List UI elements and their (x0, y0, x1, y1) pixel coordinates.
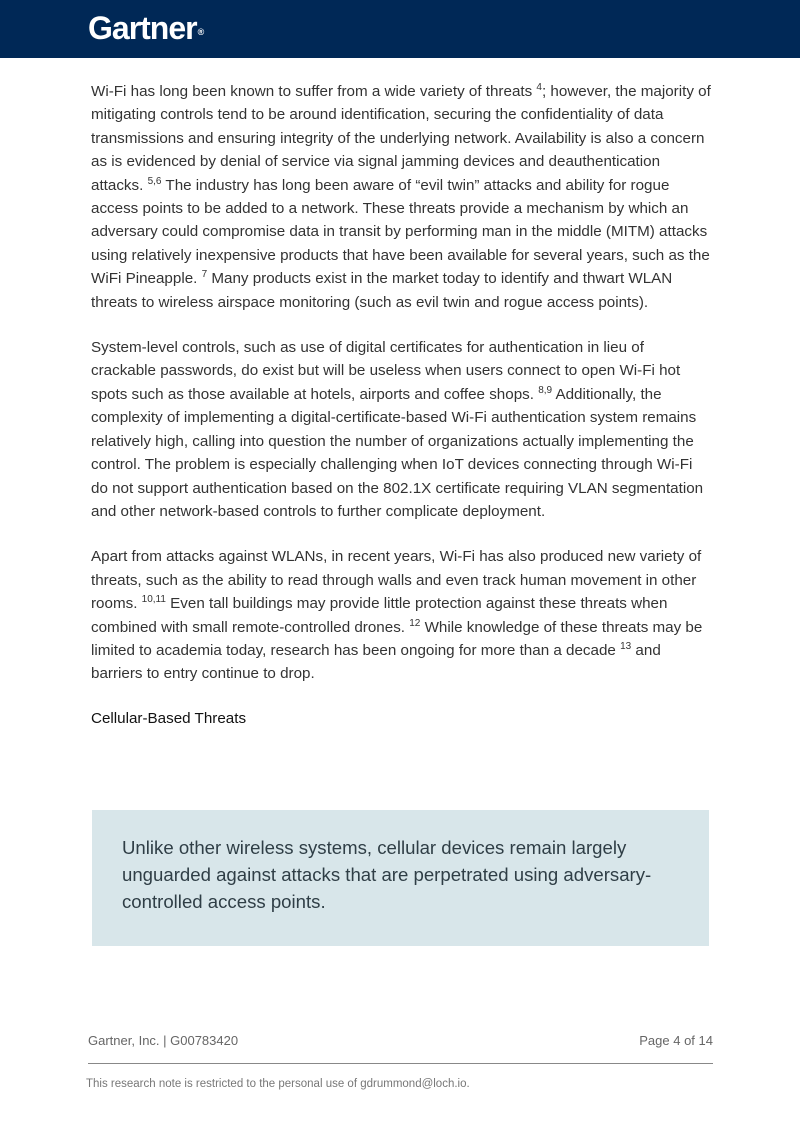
footnote-ref[interactable]: 10,11 (141, 594, 166, 606)
footnote-ref[interactable]: 12 (409, 617, 421, 629)
section-heading: Cellular-Based Threats (91, 709, 247, 727)
paragraph-text: System-level controls, such as use of digital certificates for authentication in lieu of crackable passwords, do exist but will be useless when users connect to open Wi-Fi hot spots such as those available at hotels, airports and coffee shops. (91, 339, 681, 403)
paragraph-system-controls (91, 336, 711, 523)
callout-box (92, 810, 709, 946)
logo-text: Gartner (88, 10, 197, 46)
footer-divider (88, 1063, 713, 1064)
paragraph-text: Apart from attacks against WLANs, in recent years, Wi-Fi has also produced new variety of threats, such as the ability to read through walls and even track human movement in other rooms. (91, 548, 702, 613)
footnote-ref[interactable]: 4 (536, 82, 542, 93)
paragraph-new-threats (91, 545, 711, 685)
paragraph-text: Many products exist in the market today to identify and thwart WLAN threats to wireless airspace monitoring (such as evil twin and rogue access points). (91, 270, 673, 311)
document-body (91, 80, 711, 730)
registered-mark: ® (197, 27, 204, 37)
page-header (0, 0, 800, 58)
footer-doc-id: Gartner, Inc. | G00783420 (88, 1033, 239, 1048)
paragraph-text: Wi-Fi has long been known to suffer from a wide variety of threats (91, 83, 537, 100)
paragraph-text: While knowledge of these threats may be limited to academia today, research has been ongoing for more than a decade (91, 618, 703, 659)
paragraph-text: Additionally, the complexity of implementing a digital-certificate-based Wi-Fi authentication system remains relatively high, calling into question the number of organizations actually implementing the control. The problem is especially challenging when IoT devices connecting through Wi-Fi do not support authentication based on the 802.1X certificate requiring VLAN segmentation and other network-based controls to further complicate deployment. (91, 385, 704, 520)
callout-text: Unlike other wireless systems, cellular devices remain largely unguarded against attacks that are perpetrated using adversary-controlled access points. (122, 837, 652, 912)
footer-page-number: Page 4 of 14 (639, 1033, 713, 1048)
footnote-ref[interactable]: 5,6 (147, 175, 162, 187)
footnote-ref[interactable]: 7 (201, 269, 208, 281)
usage-notice: This research note is restricted to the personal use of gdrummond@loch.io. (86, 1078, 470, 1090)
paragraph-text: ; however, the majority of mitigating controls tend to be around identification, securing the confidentiality of data transmissions and ensuring integrity of the underlying network. Availability is also a concern as is evidenced by denial of service via signal jamming devices and deauthentication attacks. (91, 83, 711, 194)
paragraph-text: and barriers to entry continue to drop. (91, 641, 661, 683)
paragraph-wifi-threats (91, 80, 711, 314)
gartner-logo (88, 6, 203, 54)
footnote-ref[interactable]: 13 (620, 640, 632, 652)
paragraph-text: The industry has long been aware of “evil twin” attacks and ability for rogue access points to be added to a network. These threats provide a mechanism by which an adversary could compromise data in transit by performing man in the middle (MITM) attacks using relatively inexpensive products that have been available for several years, such as the WiFi Pineapple. (91, 176, 710, 288)
paragraph-text: Even tall buildings may provide little protection against these threats when combined with small remote-controlled drones. (91, 595, 668, 636)
footnote-ref[interactable]: 8,9 (538, 384, 553, 396)
